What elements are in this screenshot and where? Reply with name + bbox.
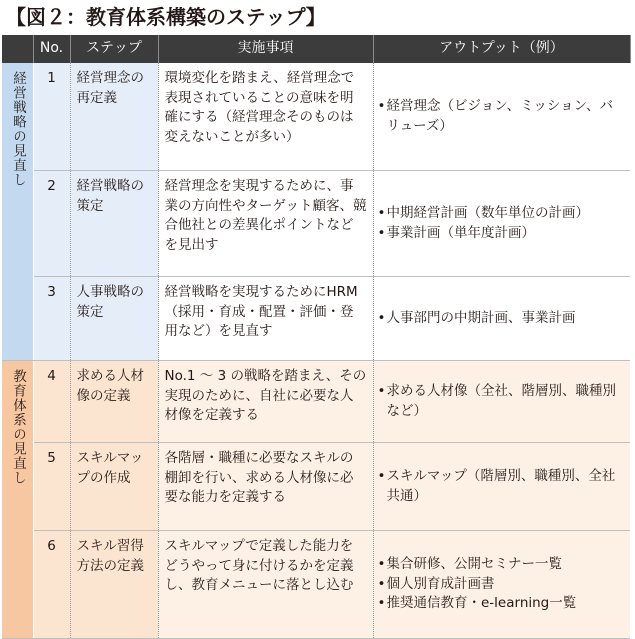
step-action: 経営理念を実現するために、事業の方向性やターゲット顧客、競合他社との差異化ポイントなどを見出す: [158, 171, 373, 277]
step-action: スキルマップで定義した能力をどうやって身に付けるかを定義し、教育メニューに落とし込む: [158, 531, 373, 639]
step-action: 各階層・職種に必要なスキルの棚卸を行い、求める人材像に必要な能力を定義する: [158, 443, 373, 531]
header-action: 実施事項: [158, 35, 373, 63]
step-name: スキルマップの作成: [70, 443, 158, 531]
step-action: 経営戦略を実現するためにHRM（採用・育成・配置・評価・登用など）を見直す: [158, 277, 373, 361]
step-action: No.1 ～ 3 の戦略を踏まえ、その実現のために、自社に必要な人材像を定義する: [158, 361, 373, 443]
table-row: [2, 63, 630, 171]
step-number: 1: [33, 63, 70, 171]
output-item: • 推奨通信教育・e-learning一覧: [378, 594, 625, 614]
step-name: 人事戦略の策定: [70, 277, 158, 361]
table-row: [2, 443, 630, 531]
output-item: • 事業計画（単年度計画）: [378, 224, 625, 244]
step-number: 4: [33, 361, 70, 443]
figure-title: 【図２：教育体系構築のステップ】: [6, 5, 326, 29]
step-output: [373, 443, 630, 531]
header-step: ステップ: [70, 35, 158, 63]
step-name: 経営戦略の策定: [70, 171, 158, 277]
output-item: • 求める人材像（全社、階層別、職種別など）: [378, 382, 625, 421]
output-item: • スキルマップ（階層別、職種別、全社共通）: [378, 467, 625, 506]
output-item: • 経営理念（ビジョン、ミッション、バリューズ）: [378, 97, 625, 136]
table-row: [2, 277, 630, 361]
output-item: • 個人別育成計画書: [378, 575, 625, 595]
table-row: [2, 361, 630, 443]
step-number: 6: [33, 531, 70, 639]
step-name: 求める人材像の定義: [70, 361, 158, 443]
step-name: スキル習得方法の定義: [70, 531, 158, 639]
step-output: [373, 63, 630, 171]
step-output: [373, 531, 630, 639]
step-number: 2: [33, 171, 70, 277]
steps-table: [2, 35, 631, 639]
output-item: • 人事部門の中期計画、事業計画: [378, 309, 625, 329]
output-item: • 集合研修、公開セミナー一覧: [378, 555, 625, 575]
header-category: [2, 35, 33, 63]
header-no: No.: [33, 35, 70, 63]
header-output: アウトプット（例）: [373, 35, 630, 63]
step-output: [373, 277, 630, 361]
step-output: [373, 171, 630, 277]
output-item: • 中期経営計画（数年単位の計画）: [378, 204, 625, 224]
header-row: [2, 35, 630, 63]
table-row: [2, 531, 630, 639]
category-education-label: 教育体系の見直し: [10, 369, 26, 485]
step-name: 経営理念の再定義: [70, 63, 158, 171]
category-strategy: [2, 63, 33, 361]
step-output: [373, 361, 630, 443]
step-number: 3: [33, 277, 70, 361]
step-number: 5: [33, 443, 70, 531]
table-row: [2, 171, 630, 277]
step-action: 環境変化を踏まえ、経営理念で表現されていることの意味を明確にする（経営理念そのものは変えないことが多い）: [158, 63, 373, 171]
category-education: [2, 361, 33, 639]
category-strategy-label: 経営戦略の見直し: [10, 71, 26, 187]
